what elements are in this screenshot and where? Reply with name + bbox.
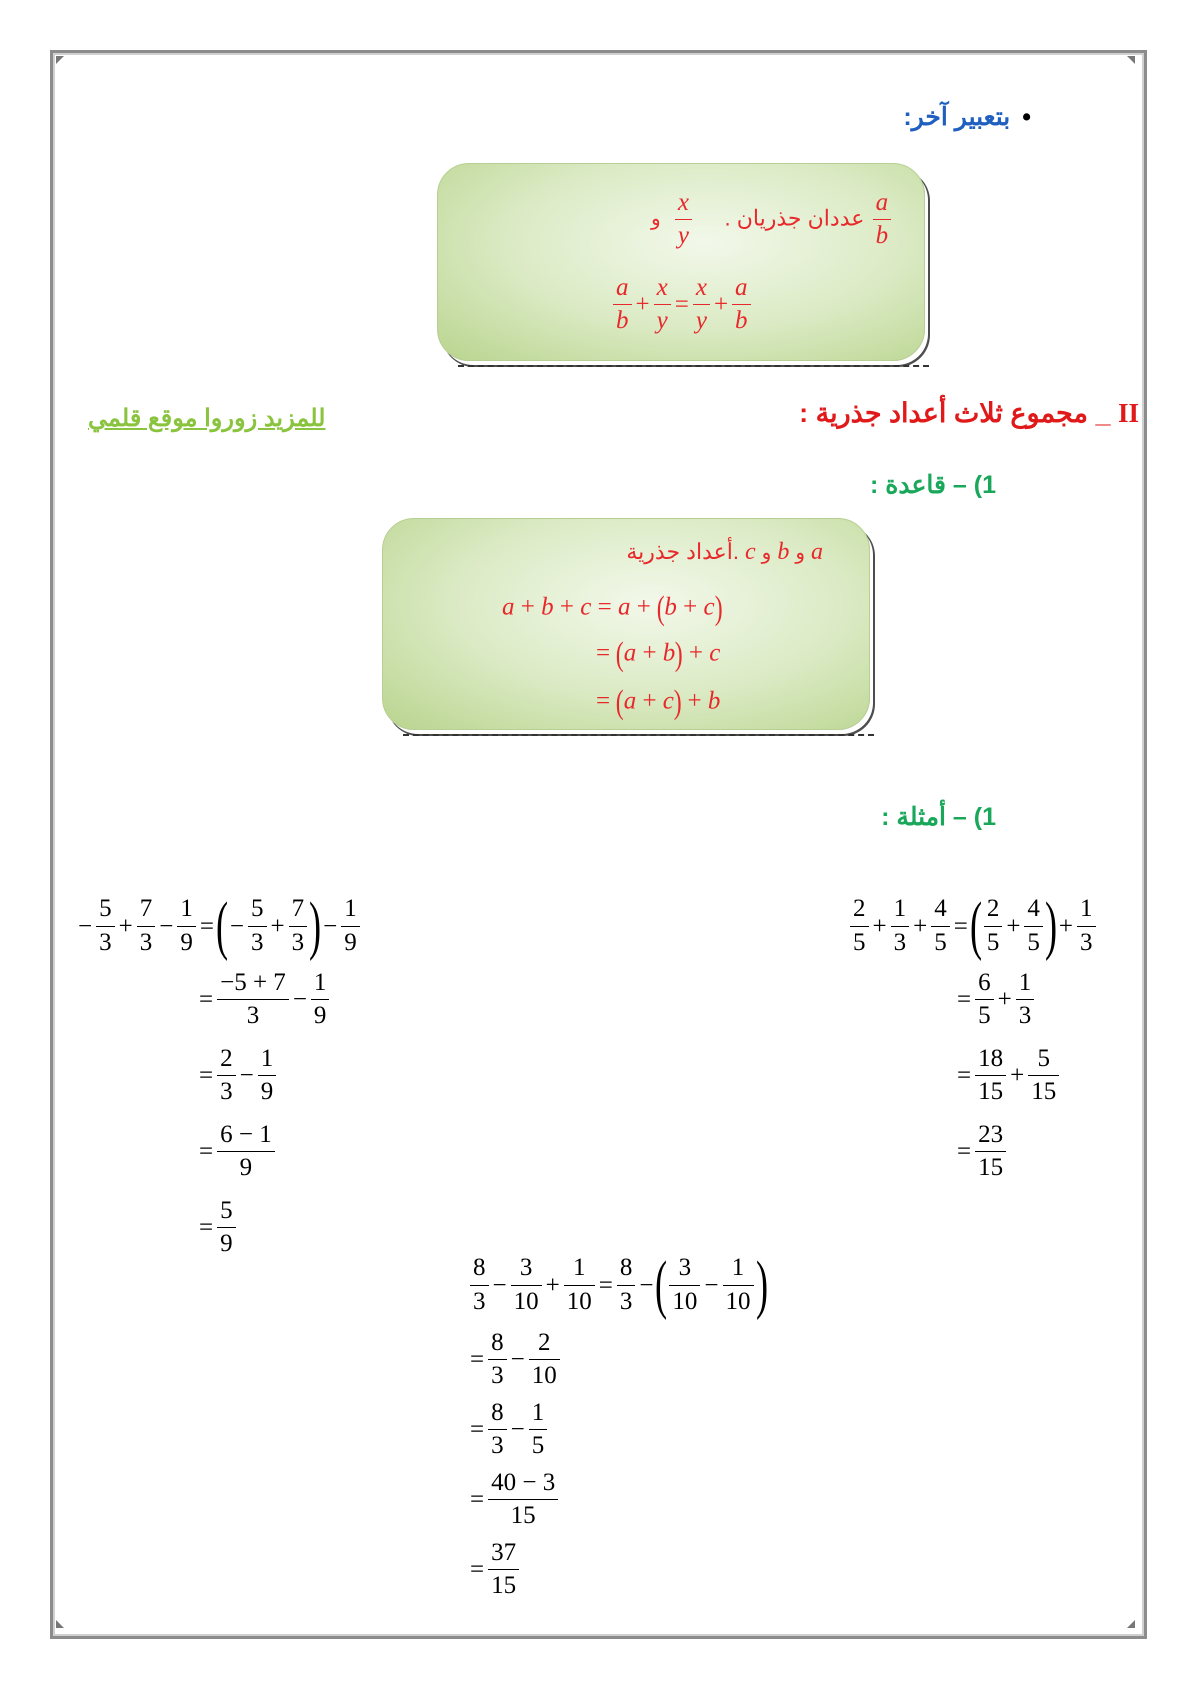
example-center-line5: = $\frac{37}{15}$ (468, 1540, 521, 1600)
corner-mark-top-right (1127, 56, 1135, 64)
corner-mark-bottom-right (1127, 1620, 1135, 1628)
and-word: و (651, 208, 661, 231)
section2-number: II (1117, 398, 1139, 428)
box2-line1: أعداد جذرية. c و b و a (626, 539, 823, 565)
section2-heading (799, 398, 1139, 429)
box2-equation-1: a + b + c = a + (b + c) (502, 590, 723, 627)
box2-equation-2: = (a + b) + c (596, 636, 721, 673)
fraction-a-over-b: $\frac{a}{b}$ (873, 190, 892, 250)
example-left-line4: = $\frac{6 - 1}{9}$ (197, 1122, 277, 1182)
corner-mark-top-left (56, 56, 64, 64)
section2-title: _ مجموع ثلاث أعداد جذرية : (799, 398, 1111, 428)
example-right-line2: = $\frac{6}{5}$ + $\frac{1}{3}$ (955, 970, 1036, 1030)
bullet-icon: • (1022, 103, 1031, 131)
corner-mark-bottom-left (56, 1620, 64, 1628)
box1-line1 (645, 190, 893, 250)
fraction-x-over-y: $\frac{x}{y}$ (675, 190, 692, 250)
example-center-line3: = $\frac{8}{3}$ − $\frac{1}{5}$ (468, 1400, 549, 1460)
box1-text: عددان جذريان . (724, 205, 865, 231)
promo-link[interactable]: للمزيد زوروا موقع قلمي (88, 405, 326, 432)
example-left-line2: = $\frac{-5 + 7}{3}$ − $\frac{1}{9}$ (197, 970, 331, 1030)
box2-equation-3: = (a + c) + b (596, 684, 721, 721)
example-left-line5: = $\frac{5}{9}$ (197, 1198, 238, 1258)
example-right-line3: = $\frac{18}{15}$ + $\frac{5}{15}$ (955, 1046, 1061, 1106)
example-center-line2: = $\frac{8}{3}$ − $\frac{2}{10}$ (468, 1330, 562, 1390)
example-right-line4: = $\frac{23}{15}$ (955, 1122, 1008, 1182)
example-left-line3: = $\frac{2}{3}$ − $\frac{1}{9}$ (197, 1046, 278, 1106)
examples-heading: 1) – أمثلة : (881, 803, 996, 831)
rule-heading: 1) – قاعدة : (869, 471, 996, 499)
intro-label: بتعبير آخر: (903, 103, 1011, 131)
example-center-line1: $\frac{8}{3}$ − $\frac{3}{10}$ + $\frac{1}{10}$ = $\frac{8}{3}$ −( $\frac{3}{10}$ − $\frac{1}{10}$ ) (468, 1252, 768, 1318)
intro-heading (903, 102, 1031, 132)
box1-commutative-equation: $\frac{a}{b}$ + $\frac{x}{y}$ = $\frac{x}{y}$ + $\frac{a}{b}$ (611, 275, 753, 335)
example-left-line1: − $\frac{5}{3}$ + $\frac{7}{3}$ − $\frac{1}{9}$ =(− $\frac{5}{3}$ + $\frac{7}{3}$ )− $\frac{1}{9}$ (76, 893, 362, 959)
example-right-line1: $\frac{2}{5}$ + $\frac{1}{3}$ + $\frac{4}{5}$ =( $\frac{2}{5}$ + $\frac{4}{5}$ )+ $\frac{1}{3}$ (848, 893, 1098, 959)
example-center-line4: = $\frac{40 - 3}{15}$ (468, 1470, 560, 1530)
